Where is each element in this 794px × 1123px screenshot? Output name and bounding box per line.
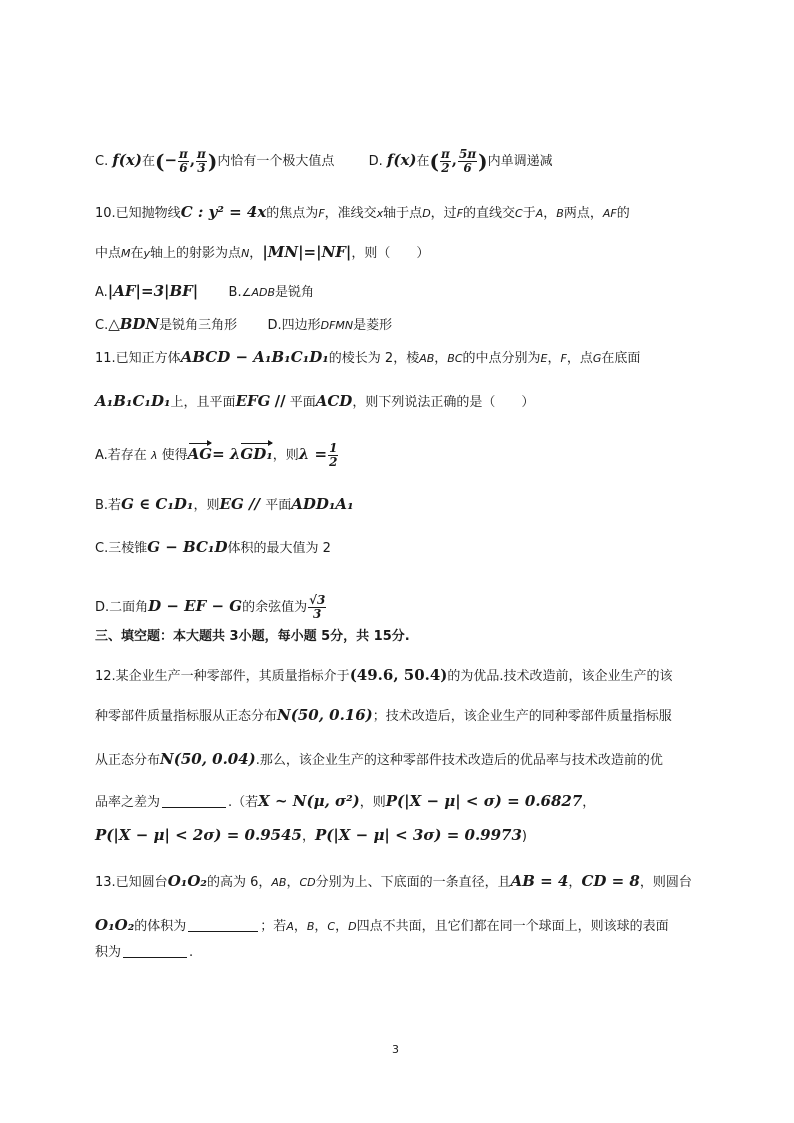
q11-line1: 11.已知正方体ABCD − A₁B₁C₁D₁的棱长为 2，棱AB，BC的中点分别为E，F，点G在底面 (95, 348, 641, 366)
q11-line2: A₁B₁C₁D₁上，且平面EFG // 平面ACD，则下列说法正确的是（ ） (95, 392, 535, 410)
fraction: $\frac{√3}{3}$ (309, 593, 326, 621)
q10-options-cd: C.△BDN是锐角三角形 D.四边形DFMN是菱形 (95, 315, 393, 333)
answer-blank[interactable] (123, 957, 187, 958)
q12-line1: 12.某企业生产一种零部件，其质量指标介于(49.6, 50.4)的为优品.技术改造前，该企业生产的该 (95, 666, 673, 684)
fraction: $\frac{\pi}{6}$ (179, 147, 188, 175)
fraction: $\frac{1}{2}$ (329, 441, 338, 469)
fraction: $\frac{\pi}{3}$ (197, 147, 206, 175)
q12-line4: 品率之差为 .（若X ~ N(μ, σ²)，则P(|X − μ| < σ) = 0.6827， (95, 792, 596, 810)
q11-option-d: D.二面角D − EF − G的余弦值为 $\frac{√3}{3}$ (95, 593, 326, 621)
q11-option-a: A.若存在 λ 使得AG= λGD₁，则λ = $\frac{1}{2}$ (95, 441, 338, 469)
answer-blank[interactable] (162, 807, 226, 808)
section-heading: 三、填空题：本大题共 3小题，每小题 5分，共 15分. (95, 629, 410, 644)
fraction: $\frac{\pi}{2}$ (440, 147, 450, 175)
q10-line1: 10.已知抛物线C : y² = 4x的焦点为F，准线交x轴于点D，过F的直线交C于A，B两点，AF的 (95, 203, 630, 221)
q10-options-ab: A.|AF|=3|BF| B.∠ADB是锐角 (95, 282, 315, 300)
q12-line5: P(|X − μ| < 2σ) = 0.9545，P(|X − μ| < 3σ) = 0.9973) (95, 826, 527, 844)
q11-option-b: B.若G ∈ C₁D₁，则EG // 平面ADD₁A₁ (95, 495, 354, 513)
q10-line2: 中点M在y轴上的射影为点N，|MN|=|NF|，则（ ） (95, 243, 430, 261)
q13-line3: 积为 . (95, 945, 194, 960)
q9-options-cd: C. f(x)在(− $\frac{\pi}{6}$ , $\frac{\pi}{3}$ )内恰有一个极大值点 D. f(x)在( $\frac{\pi}{2}$ , $\frac{5\pi}{6}$ )内单调递减 (95, 147, 553, 175)
fraction: $\frac{5\pi}{6}$ (459, 147, 477, 175)
q12-line3: 从正态分布N(50, 0.04).那么，该企业生产的这种零部件技术改造后的优品率与技术改造前的优 (95, 750, 663, 768)
page-number: 3 (392, 1043, 399, 1056)
q12-line2: 种零部件质量指标服从正态分布N(50, 0.16)；技术改造后，该企业生产的同种零部件质量指标服 (95, 706, 672, 724)
q13-line1: 13.已知圆台O₁O₂的高为 6，AB，CD分别为上、下底面的一条直径，且AB = 4，CD = 8，则圆台 (95, 872, 692, 890)
q11-option-c: C.三棱锥G − BC₁D体积的最大值为 2 (95, 538, 331, 556)
answer-blank[interactable] (188, 931, 258, 932)
q13-line2: O₁O₂的体积为 ；若A，B，C，D四点不共面，且它们都在同一个球面上，则该球的表面 (95, 916, 669, 934)
